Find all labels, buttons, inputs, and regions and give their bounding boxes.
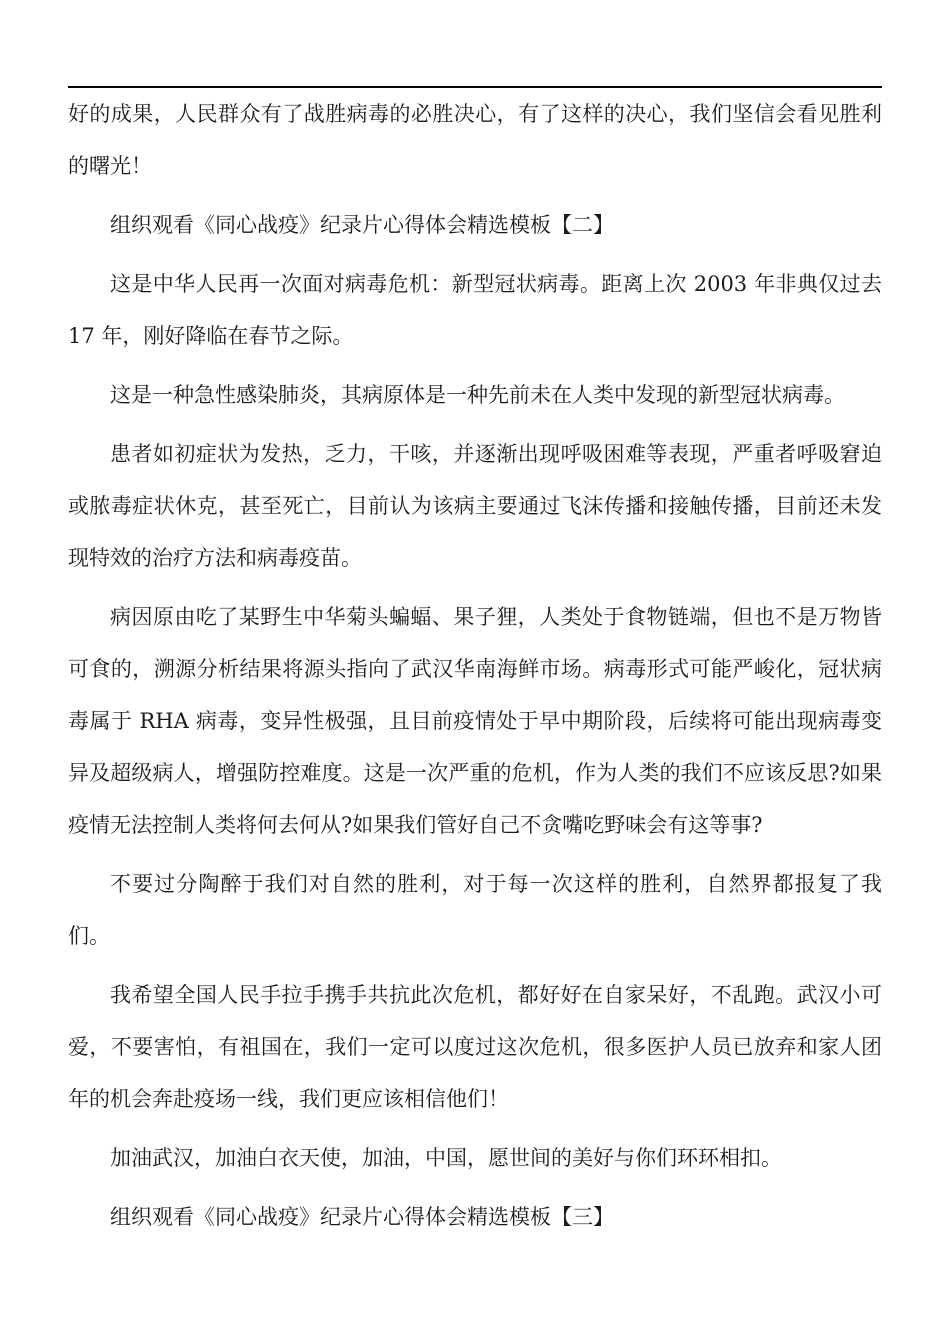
paragraph: 这是中华人民再一次面对病毒危机：新型冠状病毒。距离上次 2003 年非典仅过去 17 年，刚好降临在春节之际。	[68, 272, 882, 348]
paragraph: 我希望全国人民手拉手携手共抗此次危机，都好好在自家呆好，不乱跑。武汉小可爱，不要害怕，有祖国在，我们一定可以度过这次危机，很多医护人员已放弃和家人团年的机会奔赴疫场一线，我们更应该相信他们！	[68, 983, 882, 1111]
paragraph: 这是一种急性感染肺炎，其病原体是一种先前未在人类中发现的新型冠状病毒。	[110, 383, 845, 407]
paragraph: 加油武汉，加油白衣天使，加油，中国，愿世间的美好与你们环环相扣。	[110, 1146, 782, 1170]
paragraph: 不要过分陶醉于我们对自然的胜利，对于每一次这样的胜利，自然界都报复了我们。	[68, 872, 882, 948]
section-heading-3: 组织观看《同心战疫》纪录片心得体会精选模板【三】	[110, 1205, 614, 1229]
section-heading-2: 组织观看《同心战疫》纪录片心得体会精选模板【二】	[110, 213, 614, 237]
document-body	[68, 88, 882, 1250]
paragraph: 病因原由吃了某野生中华菊头蝙蝠、果子狸，人类处于食物链端，但也不是万物皆可食的，溯源分析结果将源头指向了武汉华南海鲜市场。病毒形式可能严峻化，冠状病毒属于 RHA 病毒，变异性极强，且目前疫情处于早中期阶段，后续将可能出现病毒变异及超级病人，增强防控难度。这是一次严重的危机，作为人类的我们不应该反思?如果疫情无法控制人类将何去何从?如果我们管好自己不贪嘴吃野味会有这等事?	[68, 605, 882, 837]
paragraph-continuation: 好的成果，人民群众有了战胜病毒的必胜决心，有了这样的决心，我们坚信会看见胜利的曙光！	[68, 102, 882, 178]
paragraph: 患者如初症状为发热，乏力，干咳，并逐渐出现呼吸困难等表现，严重者呼吸窘迫或脓毒症状休克，甚至死亡，目前认为该病主要通过飞沫传播和接触传播，目前还未发现特效的治疗方法和病毒疫苗。	[68, 442, 882, 570]
